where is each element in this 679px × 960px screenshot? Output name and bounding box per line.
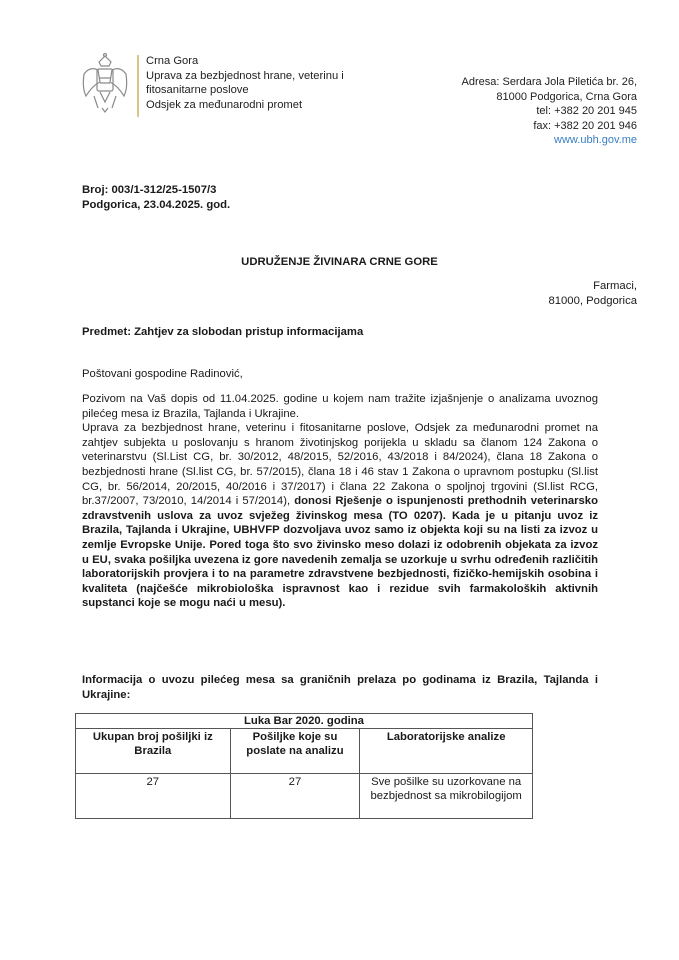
address-tel: tel: +382 20 201 945 <box>536 105 637 117</box>
institution-line-department: Odsjek za međunarodni promet <box>146 98 303 111</box>
institution-line-country: Crna Gora <box>146 55 199 67</box>
table-title-row <box>76 714 533 729</box>
info-heading: Informacija o uvozu pilećeg mesa sa graničnih prelaza po godinama iz Brazila, Tajlanda i Ukrajine: <box>82 674 598 701</box>
body-paragraph-2-bold: donosi Rješenje o ispunjenosti prethodnih veterinarsko zdravstvenih uslova za uvoz svježeg živinskog mesa (TO 0207). Kada je u pitanju uvoz iz Brazila, Tajlanda i Ukrajine, UBHVFP dozvoljava uvoz samo iz objekta koji su na listi za izvoz u zemlje Evropske Unije. Pored toga što svo živinsko meso dolazi iz odobrenih objekata za izvoz u EU, svaka pošiljka uvezena iz gore navedenih zemalja se uzorkuje u svrhu određenih različitih laboratorijskih provjera i to na parametre zdravstvene bezbjednosti, fizičko-hemijskih osobina i kvaliteta (najčešće mikrobiološka ispravnost kao i rezidue svih farmakoloških aktivnih supstanci koje se mogu naći u mesu). <box>82 495 598 610</box>
column-header-lab-analyses: Laboratorijske analize <box>360 729 533 774</box>
montenegro-coat-of-arms-icon <box>80 52 130 114</box>
institution-line-agency: Uprava za bezbjednost hrane, veterinu i <box>146 69 344 82</box>
table-header-row <box>76 729 533 774</box>
institution-line-agency-cont: fitosanitarne poslove <box>146 84 249 96</box>
body-paragraph-2 <box>82 421 598 611</box>
column-header-total-shipments: Ukupan broj pošiljki iz Brazila <box>76 729 231 774</box>
recipient-address-line1: Farmaci, <box>593 280 637 292</box>
recipient-address <box>548 279 637 308</box>
subject-line: Predmet: Zahtjev za slobodan pristup informacijama <box>82 326 364 338</box>
table-row <box>76 774 533 819</box>
table-title: Luka Bar 2020. godina <box>76 714 533 729</box>
cell-sent-for-analysis: 27 <box>230 774 360 819</box>
body-paragraph-2-normal: Uprava za bezbjednost hrane, veterinu i fitosanitarne poslove, Odsjek za međunarodni promet na zahtjev subjekta u poslovanju s hranom životinjskog porijekla u skladu sa članom 124 Zakona o veterinarstvu (Sl.List CG, br. 30/2012, 48/2015, 52/2016, 43/2018 i 84/2024), člana 18 Zakona o bezbjednosti hrane (Sl.list CG, br. 57/2015), člana 18 i 46 stav 1 Zakona o upravnom postupku (Sl.list CG, br. 56/2014, 20/2015, 40/2016 i 37/2017) i člana 22 Zakona o spoljnoj trgovini (Sl.list RCG, br.37/2007, 73/2010, 14/2014 i 57/2014), <box>82 422 598 508</box>
document-place-date: Podgorica, 23.04.2025. god. <box>82 198 231 211</box>
import-data-table <box>75 713 533 819</box>
recipient-address-line2: 81000, Podgorica <box>548 294 637 307</box>
institution-block <box>146 54 344 112</box>
website-link[interactable]: www.ubh.gov.me <box>554 134 637 146</box>
column-header-sent-for-analysis: Pošiljke koje su poslate na analizu <box>230 729 360 774</box>
header-accent-bar <box>137 55 139 117</box>
greeting: Poštovani gospodine Radinović, <box>82 368 243 380</box>
address-street: Adresa: Serdara Jola Piletića br. 26, <box>461 76 637 88</box>
cell-lab-analyses: Sve pošilke su uzorkovane na bezbjednost sa mikrobilogijom <box>360 774 533 819</box>
letter-body <box>82 392 598 611</box>
cell-total-shipments: 27 <box>76 774 231 819</box>
address-city: 81000 Podgorica, Crna Gora <box>496 90 637 103</box>
sender-address-block <box>462 75 637 148</box>
document-meta <box>82 183 230 212</box>
address-fax: fax: +382 20 201 946 <box>533 119 637 132</box>
body-paragraph-1: Pozivom na Vaš dopis od 11.04.2025. godine u kojem nam tražite izjašnjenje o analizama uvoznog pilećeg mesa iz Brazila, Tajlanda i Ukrajine. <box>82 393 598 420</box>
document-number: Broj: 003/1-312/25-1507/3 <box>82 184 217 196</box>
recipient-name: UDRUŽENJE ŽIVINARA CRNE GORE <box>241 256 438 268</box>
